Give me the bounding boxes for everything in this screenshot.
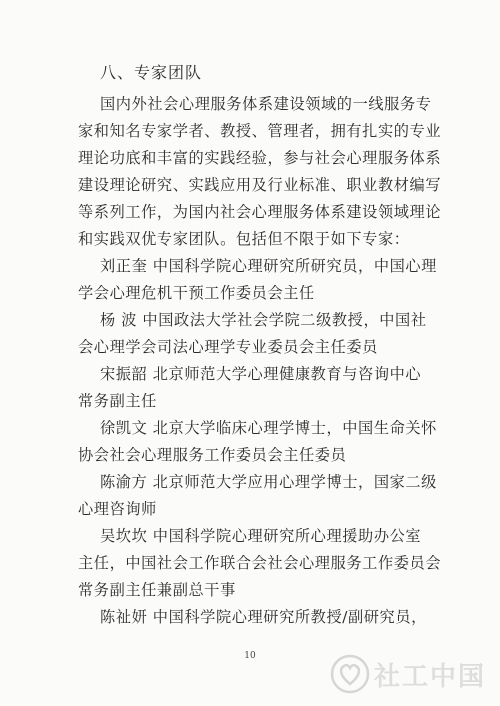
body-line: 家和知名专家学者、教授、管理者，拥有扎实的专业 bbox=[78, 122, 442, 140]
expert-line: 心理咨询师 bbox=[78, 500, 157, 518]
expert-line: 常务副主任兼副总干事 bbox=[78, 581, 236, 599]
body-line: 建设理论研究、实践应用及行业标准、职业教材编写 bbox=[78, 176, 442, 194]
expert-line: 吴坎坎 中国科学院心理研究所心理援助办公室 bbox=[100, 527, 422, 545]
expert-line: 学会心理危机干预工作委员会主任 bbox=[78, 284, 315, 302]
expert-line: 主任，中国社会工作联合会社会心理服务工作委员会 bbox=[78, 554, 442, 572]
expert-line: 陈祉妍 中国科学院心理研究所教授/副研究员， bbox=[100, 608, 427, 626]
expert-line: 宋振韶 北京师范大学心理健康教育与咨询中心 bbox=[100, 365, 422, 383]
body-line: 理论功底和丰富的实践经验，参与社会心理服务体系 bbox=[78, 149, 442, 167]
section-heading: 八、专家团队 bbox=[100, 63, 203, 82]
expert-line: 刘正奎 中国科学院心理研究所研究员，中国心理 bbox=[100, 257, 437, 275]
watermark bbox=[330, 654, 486, 694]
body-line: 国内外社会心理服务体系建设领域的一线服务专 bbox=[100, 95, 432, 113]
body-line: 和实践双优专家团队。包括但不限于如下专家： bbox=[78, 230, 410, 248]
expert-line: 杨 波 中国政法大学社会学院二级教授，中国社 bbox=[100, 311, 427, 329]
body-line: 等系列工作，为国内社会心理服务体系建设领域理论 bbox=[78, 203, 442, 221]
watermark-text: 社工中国 bbox=[373, 661, 486, 692]
expert-line: 会心理学会司法心理学专业委员会主任委员 bbox=[78, 338, 378, 356]
expert-line: 协会社会心理服务工作委员会主任委员 bbox=[78, 446, 347, 464]
expert-line: 徐凯文 北京大学临床心理学博士，中国生命关怀 bbox=[100, 419, 437, 437]
heart-logo-icon bbox=[330, 654, 370, 694]
page-number: 10 bbox=[244, 651, 256, 661]
expert-line: 常务副主任 bbox=[78, 392, 157, 410]
expert-line: 陈渝方 北京师范大学应用心理学博士，国家二级 bbox=[100, 473, 437, 491]
